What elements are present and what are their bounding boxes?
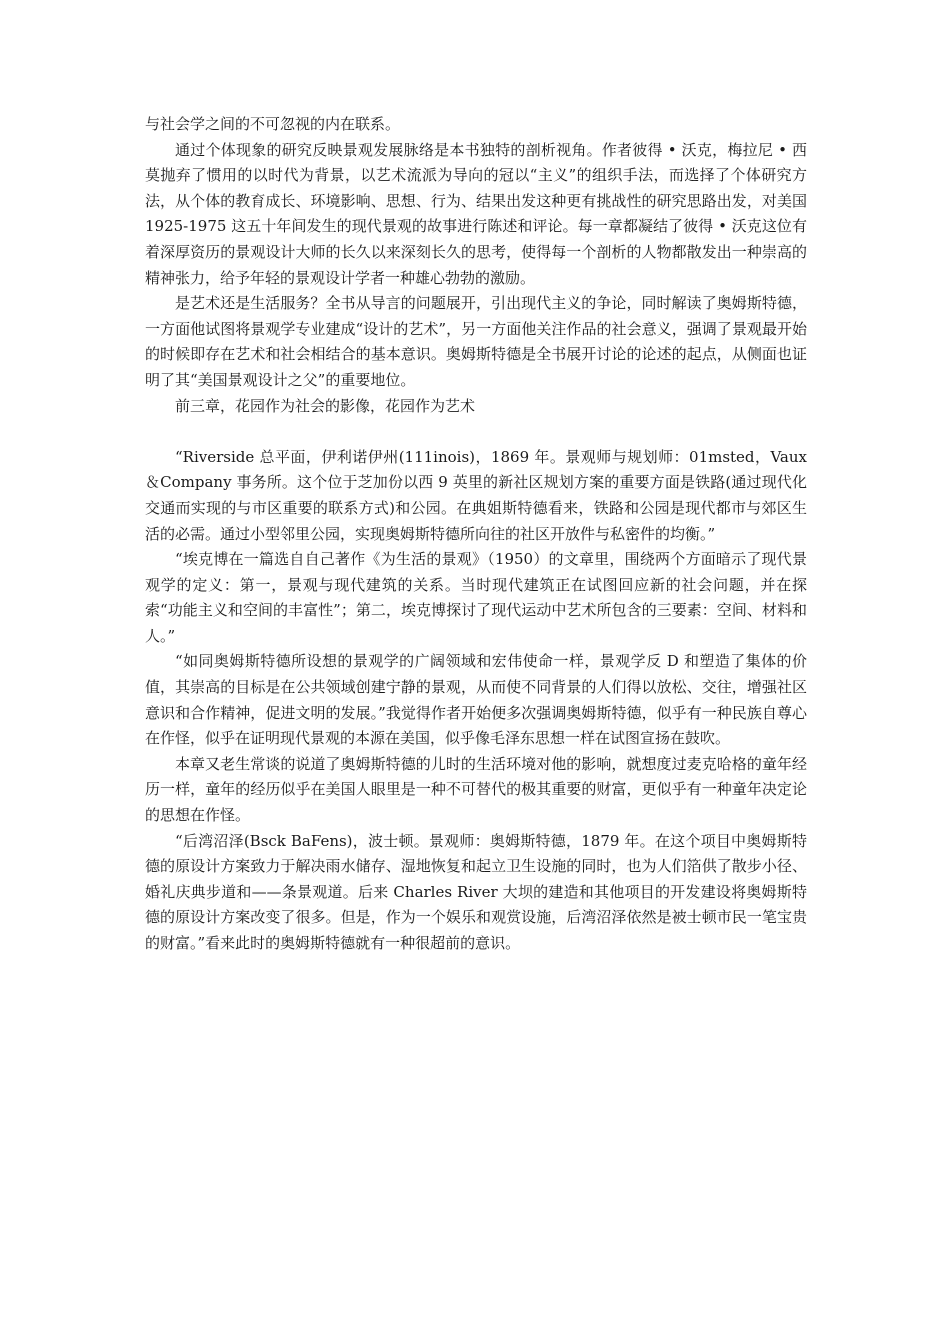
paragraph-perspective: 通过个体现象的研究反映景观发展脉络是本书独特的剖析视角。作者彼得 • 沃克，梅拉尼 • 西莫抛弃了惯用的以时代为背景，以艺术流派为导向的冠以“主义”的组织手法，而选择了个体研究方法，从个体的教育成长、环境影响、思想、行为、结果出发这种更有挑战性的研究思路出发，对美国 1925-1975 这五十年间发生的现代景观的故事进行陈述和评论。每一章都凝结了彼得 • 沃克这位有着深厚资历的景观设计大师的长久以来深刻长久的思考，使得每一个剖析的人物都散发出一种崇高的精神张力，给予年轻的景观设计学者一种雄心勃勃的激励。 xyxy=(145,140,807,287)
paragraph-continuation: 与社会学之间的不可忽视的内在联系。 xyxy=(145,115,401,133)
quote-olmsted-mission: “如同奥姆斯特德所设想的景观学的广阔领域和宏伟使命一样，景观学反 D 和塑造了集体的价值，其崇高的目标是在公共领域创建宁静的景观，从而使不同背景的人们得以放松、交往，增强社区意识和合作精神，促进文明的发展。”我觉得作者开始便多次强调奥姆斯特德，似乎有一种民族自尊心在作怪，似乎在证明现代景观的本源在美国，似乎像毛泽东思想一样在试图宣扬在鼓吹。 xyxy=(145,652,807,748)
quote-riverside: “Riverside 总平面，伊利诺伊州(111inois)，1869 年。景观师与规划师：01msted，Vaux＆Company 事务所。这个位于芝加份以西 9 英里的新社区规划方案的重要方面是铁路(通过现代化交通而实现的与市区重要的联系方式)和公园。在典姐斯特德看来，铁路和公园是现代都市与郊区生活的必需。通过小型邻里公园，实现奥姆斯特德所向往的社区开放件与私密件的均衡。” xyxy=(145,447,807,543)
quote-back-bay-fens: “后湾沼泽(Bsck BaFens)，波士顿。景观师：奥姆斯特德，1879 年。在这个项目中奥姆斯特德的原设计方案致力于解决雨水储存、湿地恢复和起立卫生设施的同时，也为人们箔供了散步小径、婚礼庆典步道和——条景观道。后来 Charles River 大坝的建造和其他项目的开发建设将奥姆斯特德的原设计方案改变了很多。但是，作为一个娱乐和观赏设施，后湾沼泽依然是被士顿市民一笔宝贵的财富。”看来此时的奥姆斯特德就有一种很超前的意识。 xyxy=(145,831,807,952)
quote-eckbo: “埃克博在一篇选自自己著作《为生活的景观》（1950）的文章里，围绕两个方面暗示了现代景观学的定义：第一，景观与现代建筑的关系。当时现代建筑正在试图回应新的社会问题，并在探索“功能主义和空间的丰富性”；第二，埃克博探讨了现代运动中艺术所包含的三要素：空间、材料和人。” xyxy=(145,550,807,645)
paragraph-spacer xyxy=(145,419,807,445)
paragraph-childhood: 本章又老生常谈的说道了奥姆斯特德的儿时的生活环境对他的影响，就想度过麦克哈格的童年经历一样，童年的经历似乎在美国人眼里是一种不可替代的极其重要的财富，更似乎有一种童年决定论的思想在作怪。 xyxy=(145,754,807,825)
document-page xyxy=(145,112,807,957)
section-heading: 前三章，花园作为社会的影像，花园作为艺术 xyxy=(175,396,476,415)
paragraph-introduction: 是艺术还是生活服务？全书从导言的问题展开，引出现代主义的争论，同时解读了奥姆斯特德，一方面他试图将景观学专业建成“设计的艺术”，另一方面他关注作品的社会意义，强调了景观最开始的时候即存在艺术和社会相结合的基本意识。奥姆斯特德是全书展开讨论的论述的起点，从侧面也证明了其“美国景观设计之父”的重要地位。 xyxy=(145,294,807,389)
